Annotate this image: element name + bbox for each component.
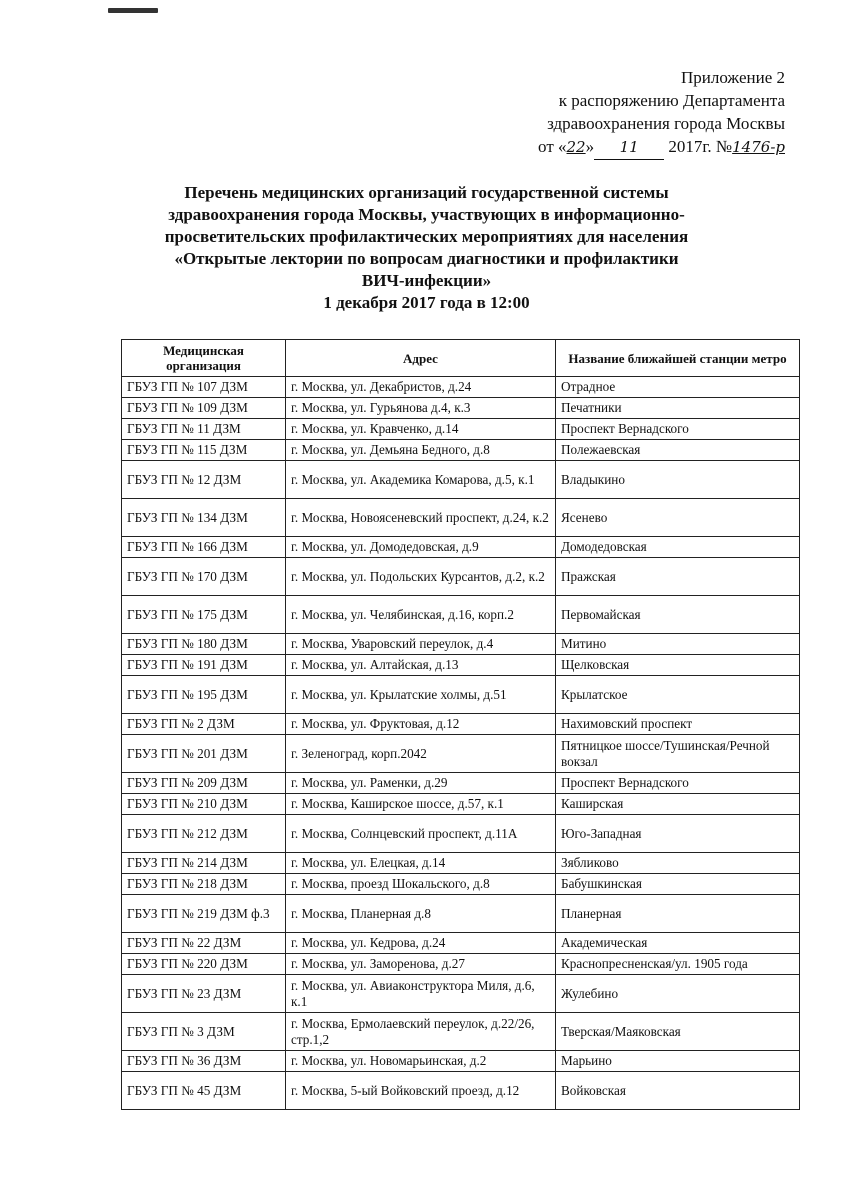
cell-address: г. Москва, Ермолаевский переулок, д.22/26, стр.1,2 [286, 1013, 556, 1051]
cell-metro: Бабушкинская [556, 874, 800, 895]
cell-address: г. Москва, Уваровский переулок, д.4 [286, 634, 556, 655]
cell-address: г. Москва, ул. Декабристов, д.24 [286, 377, 556, 398]
cell-address: г. Москва, Солнцевский проспект, д.11А [286, 815, 556, 853]
date-prefix: от « [538, 137, 567, 156]
cell-organization: ГБУЗ ГП № 201 ДЗМ [122, 735, 286, 773]
table-row [122, 419, 800, 440]
table-header-row [122, 340, 800, 377]
cell-metro: Нахимовский проспект [556, 714, 800, 735]
cell-metro: Печатники [556, 398, 800, 419]
cell-organization: ГБУЗ ГП № 11 ДЗМ [122, 419, 286, 440]
cell-metro: Владыкино [556, 461, 800, 499]
table-row [122, 461, 800, 499]
date-day: 22 [566, 138, 586, 156]
cell-metro: Марьино [556, 1051, 800, 1072]
cell-organization: ГБУЗ ГП № 36 ДЗМ [122, 1051, 286, 1072]
cell-organization: ГБУЗ ГП № 219 ДЗМ ф.3 [122, 895, 286, 933]
appendix-line-1: Приложение 2 [681, 68, 785, 87]
title-line-2: здравоохранения города Москвы, участвующих в информационно- [168, 205, 685, 224]
cell-address: г. Москва, ул. Домодедовская, д.9 [286, 537, 556, 558]
cell-metro: Пятницкое шоссе/Тушинская/Речной вокзал [556, 735, 800, 773]
cell-metro: Планерная [556, 895, 800, 933]
cell-organization: ГБУЗ ГП № 109 ДЗМ [122, 398, 286, 419]
cell-metro: Пражская [556, 558, 800, 596]
cell-metro: Каширская [556, 794, 800, 815]
cell-metro: Первомайская [556, 596, 800, 634]
title-line-1: Перечень медицинских организаций государственной системы [184, 183, 669, 202]
cell-metro: Академическая [556, 933, 800, 954]
cell-address: г. Москва, Новоясеневский проспект, д.24, к.2 [286, 499, 556, 537]
cell-address: г. Москва, проезд Шокальского, д.8 [286, 874, 556, 895]
cell-metro: Полежаевская [556, 440, 800, 461]
cell-address: г. Москва, ул. Раменки, д.29 [286, 773, 556, 794]
table-row [122, 596, 800, 634]
table-row [122, 1051, 800, 1072]
table-row [122, 398, 800, 419]
cell-organization: ГБУЗ ГП № 212 ДЗМ [122, 815, 286, 853]
cell-address: г. Москва, ул. Авиаконструктора Миля, д.6, к.1 [286, 975, 556, 1013]
cell-organization: ГБУЗ ГП № 45 ДЗМ [122, 1072, 286, 1110]
appendix-line-2: к распоряжению Департамента [558, 91, 785, 110]
cell-address: г. Москва, ул. Подольских Курсантов, д.2, к.2 [286, 558, 556, 596]
cell-address: г. Москва, ул. Фруктовая, д.12 [286, 714, 556, 735]
cell-address: г. Москва, Планерная д.8 [286, 895, 556, 933]
order-number: 1476-р [732, 138, 785, 156]
cell-organization: ГБУЗ ГП № 134 ДЗМ [122, 499, 286, 537]
cell-organization: ГБУЗ ГП № 2 ДЗМ [122, 714, 286, 735]
cell-address: г. Москва, 5-ый Войковский проезд, д.12 [286, 1072, 556, 1110]
title-line-3: просветительских профилактических мероприятиях для населения [164, 227, 689, 246]
cell-organization: ГБУЗ ГП № 214 ДЗМ [122, 853, 286, 874]
cell-metro: Ясенево [556, 499, 800, 537]
cell-address: г. Зеленоград, корп.2042 [286, 735, 556, 773]
cell-organization: ГБУЗ ГП № 3 ДЗМ [122, 1013, 286, 1051]
table-row [122, 815, 800, 853]
header-address: Адрес [286, 340, 556, 377]
cell-organization: ГБУЗ ГП № 180 ДЗМ [122, 634, 286, 655]
cell-organization: ГБУЗ ГП № 107 ДЗМ [122, 377, 286, 398]
date-mid: » [585, 137, 595, 156]
cell-address: г. Москва, Каширское шоссе, д.57, к.1 [286, 794, 556, 815]
cell-metro: Крылатское [556, 676, 800, 714]
title-line-5: ВИЧ-инфекции» [361, 271, 492, 290]
table-row [122, 676, 800, 714]
organizations-table [121, 339, 800, 1110]
cell-address: г. Москва, ул. Кедрова, д.24 [286, 933, 556, 954]
table-row [122, 954, 800, 975]
cell-metro: Отрадное [556, 377, 800, 398]
table-row [122, 558, 800, 596]
cell-address: г. Москва, ул. Гурьянова д.4, к.3 [286, 398, 556, 419]
cell-organization: ГБУЗ ГП № 191 ДЗМ [122, 655, 286, 676]
cell-address: г. Москва, ул. Кравченко, д.14 [286, 419, 556, 440]
scan-artifact [108, 8, 158, 13]
table-row [122, 377, 800, 398]
date-year: 2017г. № [668, 137, 733, 156]
cell-organization: ГБУЗ ГП № 175 ДЗМ [122, 596, 286, 634]
date-month: 11 [594, 136, 664, 160]
cell-metro: Проспект Вернадского [556, 773, 800, 794]
table-row [122, 440, 800, 461]
appendix-line-3: здравоохранения города Москвы [547, 114, 785, 133]
title-date-line: 1 декабря 2017 года в 12:00 [323, 293, 530, 312]
header-organization: Медицинская организация [122, 340, 286, 377]
table-row [122, 714, 800, 735]
table-row [122, 933, 800, 954]
table-row [122, 655, 800, 676]
cell-metro: Домодедовская [556, 537, 800, 558]
cell-organization: ГБУЗ ГП № 12 ДЗМ [122, 461, 286, 499]
table-body [122, 377, 800, 1110]
cell-metro: Краснопресненская/ул. 1905 года [556, 954, 800, 975]
cell-metro: Юго-Западная [556, 815, 800, 853]
table-row [122, 853, 800, 874]
cell-organization: ГБУЗ ГП № 195 ДЗМ [122, 676, 286, 714]
cell-organization: ГБУЗ ГП № 209 ДЗМ [122, 773, 286, 794]
table-row [122, 1013, 800, 1051]
table-row [122, 773, 800, 794]
cell-organization: ГБУЗ ГП № 210 ДЗМ [122, 794, 286, 815]
cell-metro: Войковская [556, 1072, 800, 1110]
cell-organization: ГБУЗ ГП № 218 ДЗМ [122, 874, 286, 895]
cell-address: г. Москва, ул. Челябинская, д.16, корп.2 [286, 596, 556, 634]
cell-organization: ГБУЗ ГП № 220 ДЗМ [122, 954, 286, 975]
table-row [122, 537, 800, 558]
table-row [122, 794, 800, 815]
cell-address: г. Москва, ул. Демьяна Бедного, д.8 [286, 440, 556, 461]
table-row [122, 874, 800, 895]
cell-address: г. Москва, ул. Алтайская, д.13 [286, 655, 556, 676]
table-row [122, 1072, 800, 1110]
cell-organization: ГБУЗ ГП № 23 ДЗМ [122, 975, 286, 1013]
table-row [122, 735, 800, 773]
cell-address: г. Москва, ул. Академика Комарова, д.5, к.1 [286, 461, 556, 499]
cell-organization: ГБУЗ ГП № 115 ДЗМ [122, 440, 286, 461]
table-row [122, 634, 800, 655]
table-row [122, 895, 800, 933]
table-row [122, 499, 800, 537]
appendix-header [485, 66, 785, 160]
header-metro: Название ближайшей станции метро [556, 340, 800, 377]
table-row [122, 975, 800, 1013]
cell-organization: ГБУЗ ГП № 22 ДЗМ [122, 933, 286, 954]
cell-organization: ГБУЗ ГП № 170 ДЗМ [122, 558, 286, 596]
cell-metro: Митино [556, 634, 800, 655]
cell-address: г. Москва, ул. Новомарьинская, д.2 [286, 1051, 556, 1072]
order-date-line [485, 135, 785, 160]
cell-address: г. Москва, ул. Заморенова, д.27 [286, 954, 556, 975]
cell-metro: Тверская/Маяковская [556, 1013, 800, 1051]
document-title [0, 182, 853, 314]
cell-metro: Проспект Вернадского [556, 419, 800, 440]
cell-metro: Зябликово [556, 853, 800, 874]
cell-address: г. Москва, ул. Елецкая, д.14 [286, 853, 556, 874]
cell-metro: Жулебино [556, 975, 800, 1013]
title-line-4: «Открытые лектории по вопросам диагностики и профилактики [174, 249, 679, 268]
cell-organization: ГБУЗ ГП № 166 ДЗМ [122, 537, 286, 558]
cell-address: г. Москва, ул. Крылатские холмы, д.51 [286, 676, 556, 714]
cell-metro: Щелковская [556, 655, 800, 676]
